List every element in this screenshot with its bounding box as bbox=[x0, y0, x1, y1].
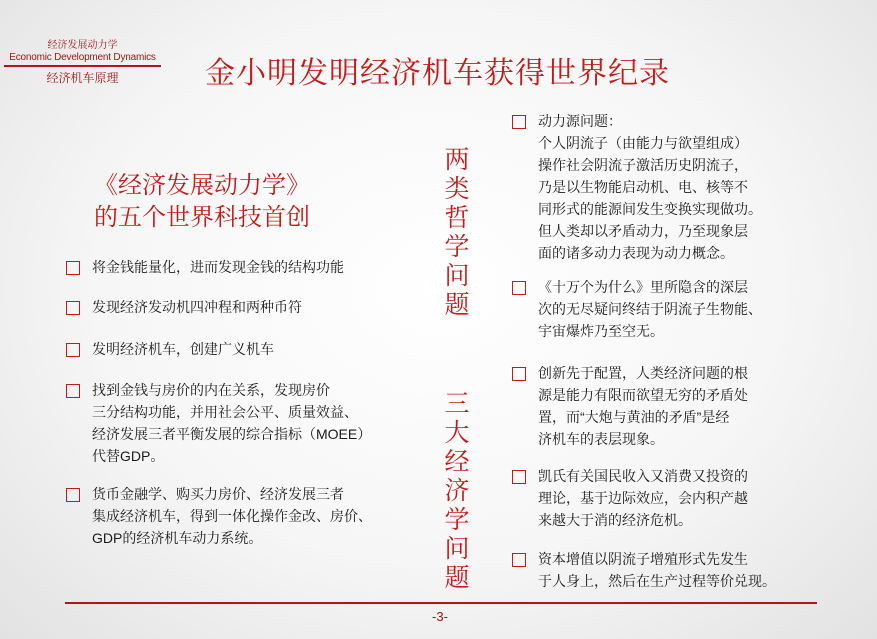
right-item-4-text: 凯氏有关国民收入又消费又投资的 理论，基于边际效应，会内积产越 来越大于消的经济危机。 bbox=[538, 468, 748, 528]
left-item-4-checkbox bbox=[66, 384, 80, 398]
left-item-5-text: 货币金融学、购买力房价、经济发展三者 集成经济机车，得到一体化操作金改、房价、 GDP的经济机车动力系统。 bbox=[92, 486, 372, 546]
right-item-5-checkbox bbox=[512, 553, 526, 567]
brand-divider bbox=[4, 65, 161, 67]
right-item-1-checkbox bbox=[512, 115, 526, 129]
right-item-2-text: 《十万个为什么》里所隐含的深层 次的无尽疑问终结于阴流子生物能、 宇宙爆炸乃至空无。 bbox=[538, 279, 762, 339]
left-heading bbox=[72, 170, 332, 234]
footer-divider bbox=[65, 602, 817, 604]
right-item-3-text: 创新先于配置，人类经济问题的根 源是能力有限而欲望无穷的矛盾处 置，而“大炮与黄油的矛盾”是经 济机车的表层现象。 bbox=[538, 365, 748, 447]
left-item-4-text: 找到金钱与房价的内在关系，发现房价 三分结构功能，并用社会公平、质量效益、 经济发展三者平衡发展的综合指标（MOEE） 代替GDP。 bbox=[92, 382, 372, 464]
left-item-2-text: 发现经济发动机四冲程和两种币符 bbox=[92, 299, 302, 315]
right-item-1-text: 动力源问题： 个人阴流子（由能力与欲望组成） 操作社会阴流子激活历史阴流子， 乃是以生物能启动机、电、核等不 同形式的能源间发生变换实现做功。 但人类却以矛盾动力，乃至现象层 面的诸多动力表现为动力概念。 bbox=[538, 113, 762, 261]
page-number: -3- bbox=[432, 609, 448, 624]
left-item-2-checkbox bbox=[66, 301, 80, 315]
right-item-2-checkbox bbox=[512, 281, 526, 295]
vertical-title-economics: 三大经济学问题 bbox=[444, 390, 470, 592]
right-item-5-text: 资本增值以阴流子增殖形式先发生 于人身上，然后在生产过程等价兑现。 bbox=[538, 551, 776, 589]
left-heading-line1: 《经济发展动力学》 bbox=[94, 172, 310, 199]
brand-subtitle: 经济机车原理 bbox=[46, 71, 119, 85]
left-item-3-checkbox bbox=[66, 343, 80, 357]
left-item-1-checkbox bbox=[66, 261, 80, 275]
left-item-1-text: 将金钱能量化，进而发现金钱的结构功能 bbox=[92, 259, 344, 275]
right-item-3-checkbox bbox=[512, 367, 526, 381]
brand-chinese-name: 经济发展动力学 bbox=[47, 40, 118, 51]
vertical-title-philosophy: 两类哲学问题 bbox=[444, 146, 470, 319]
brand-english-name: Economic Development Dynamics bbox=[9, 52, 156, 63]
left-item-3-text: 发明经济机车，创建广义机车 bbox=[92, 341, 274, 357]
left-heading-line2: 的五个世界科技首创 bbox=[94, 204, 310, 231]
right-item-4-checkbox bbox=[512, 470, 526, 484]
brand-block bbox=[0, 40, 165, 85]
page-title: 金小明发明经济机车获得世界纪录 bbox=[205, 57, 670, 90]
left-item-5-checkbox bbox=[66, 488, 80, 502]
